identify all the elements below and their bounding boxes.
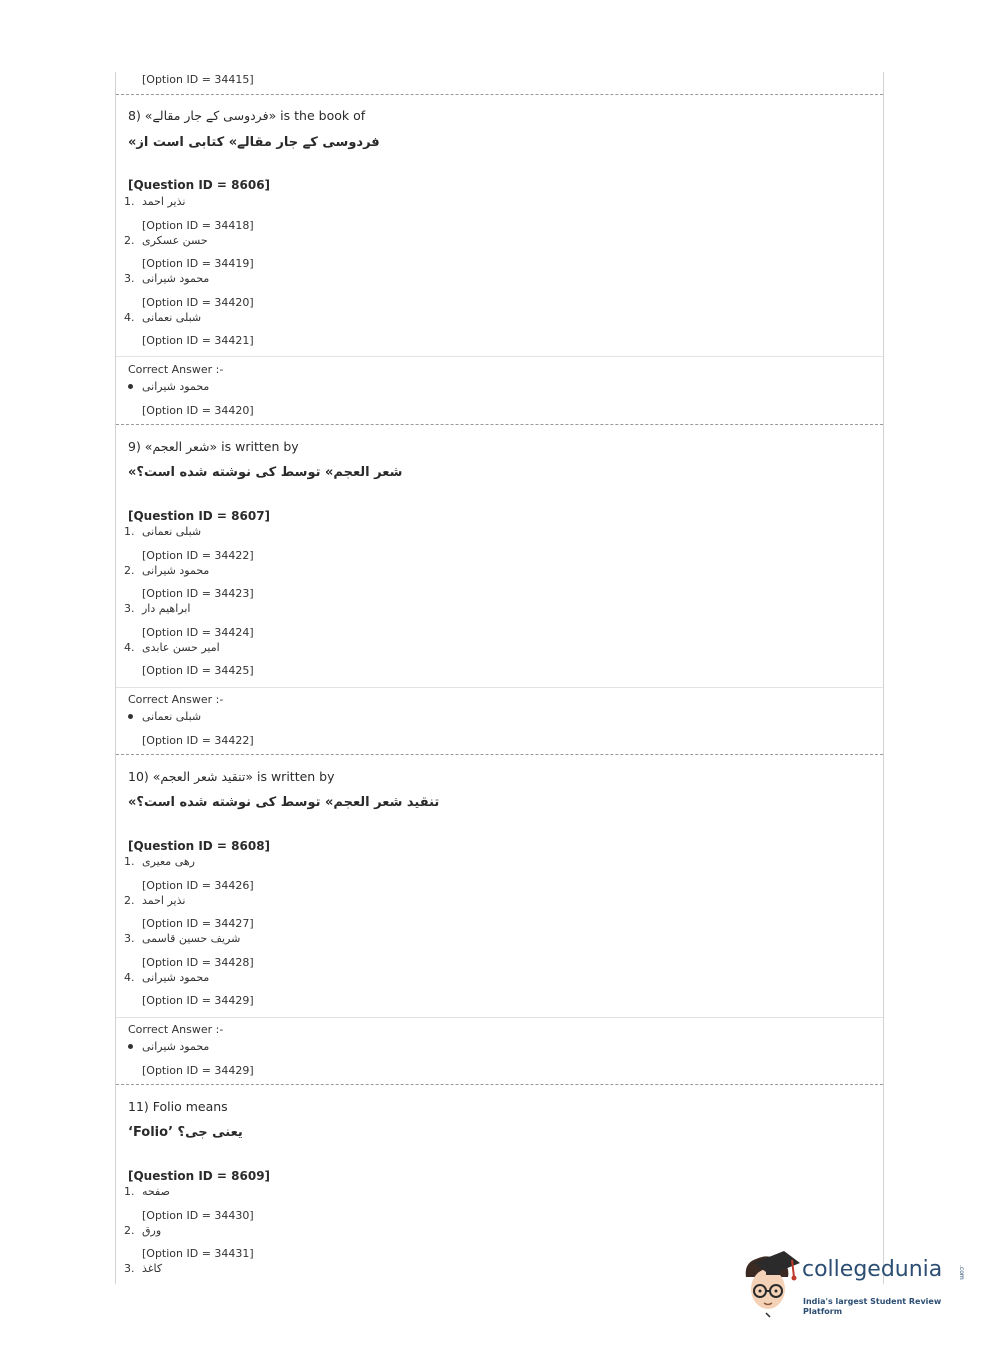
option-text: ورق [142, 1224, 162, 1237]
question-divider [116, 1084, 883, 1085]
option-number: 3. [124, 932, 135, 945]
brand-name: collegedunia [802, 1257, 943, 1282]
option-number: 1. [124, 195, 135, 208]
question-text: 11) Folio means [128, 1099, 228, 1114]
option-text: محمود شیرانی [142, 564, 210, 577]
option-text: امیر حسن عابدی [142, 641, 220, 654]
option-number: 4. [124, 971, 135, 984]
option-id: [Option ID = 34429] [142, 994, 254, 1007]
option-text: نذیر احمد [142, 894, 186, 907]
question-id: [Question ID = 8606] [128, 178, 271, 192]
option-number: 1. [124, 525, 135, 538]
option-id: [Option ID = 34426] [142, 879, 254, 892]
option-number: 4. [124, 311, 135, 324]
question-divider [116, 754, 883, 755]
answer-divider [116, 356, 883, 357]
option-number: 2. [124, 564, 135, 577]
question-urdu-text: ‘Folio’ یعنی جی؟ [128, 1125, 243, 1140]
correct-answer-text: محمود شیرانی [142, 1040, 210, 1053]
option-id: [Option ID = 34431] [142, 1247, 254, 1260]
option-id: [Option ID = 34419] [142, 257, 254, 270]
option-text: کاغذ [142, 1262, 163, 1275]
bullet-icon [128, 714, 133, 719]
option-id: [Option ID = 34425] [142, 664, 254, 677]
option-number: 3. [124, 1262, 135, 1275]
option-text: حسن عسکری [142, 234, 208, 247]
option-id: [Option ID = 34423] [142, 587, 254, 600]
option-id: [Option ID = 34428] [142, 956, 254, 969]
option-id: [Option ID = 34418] [142, 219, 254, 232]
option-number: 1. [124, 855, 135, 868]
option-id: [Option ID = 34422] [142, 549, 254, 562]
exam-page [115, 72, 884, 1284]
option-text: شبلی نعمانی [142, 525, 202, 538]
correct-answer-label: Correct Answer :- [128, 693, 224, 706]
option-id: [Option ID = 34430] [142, 1209, 254, 1222]
option-text: رهی معیری [142, 855, 195, 868]
option-number: 3. [124, 272, 135, 285]
correct-option-id: [Option ID = 34422] [142, 734, 254, 747]
option-number: 2. [124, 894, 135, 907]
question-text: 10) «تنقید شعر العجم» is written by [128, 769, 335, 784]
option-text: شبلی نعمانی [142, 311, 202, 324]
question-id: [Question ID = 8609] [128, 1169, 271, 1183]
option-number: 3. [124, 602, 135, 615]
option-number: 4. [124, 641, 135, 654]
answer-divider [116, 687, 883, 688]
question-urdu-text: «شعر العجم» توسط کی نوشته شده است؟ [128, 465, 403, 480]
mascot-icon [740, 1247, 802, 1319]
brand-tagline: India's largest Student Review Platform [803, 1297, 942, 1316]
option-number: 2. [124, 234, 135, 247]
correct-option-id: [Option ID = 34429] [142, 1064, 254, 1077]
option-text: محمود شیرانی [142, 971, 210, 984]
option-text: شریف حسین قاسمی [142, 932, 241, 945]
correct-answer-text: شبلی نعمانی [142, 710, 202, 723]
question-urdu-text: «تنقید شعر العجم» توسط کی نوشته شده است؟ [128, 795, 440, 810]
question-divider [116, 424, 883, 425]
option-text: ابراهیم دار [142, 602, 191, 615]
question-text: 8) «فردوسی کے جار مقالے» is the book of [128, 108, 366, 123]
correct-answer-label: Correct Answer :- [128, 363, 224, 376]
option-id: [Option ID = 34420] [142, 296, 254, 309]
option-id: [Option ID = 34415] [142, 73, 254, 86]
question-id: [Question ID = 8608] [128, 839, 271, 853]
option-id: [Option ID = 34427] [142, 917, 254, 930]
question-urdu-text: «فردوسی کے جار مقالے» کتابی است از [128, 135, 380, 150]
correct-answer-label: Correct Answer :- [128, 1023, 224, 1036]
bullet-icon [128, 384, 133, 389]
question-divider [116, 94, 883, 95]
bullet-icon [128, 1044, 133, 1049]
option-id: [Option ID = 34424] [142, 626, 254, 639]
option-number: 1. [124, 1185, 135, 1198]
answer-divider [116, 1017, 883, 1018]
correct-answer-text: محمود شیرانی [142, 380, 210, 393]
question-id: [Question ID = 8607] [128, 509, 271, 523]
question-text: 9) «شعر العجم» is written by [128, 439, 299, 454]
option-text: صفحه [142, 1185, 170, 1198]
option-text: نذیر احمد [142, 195, 186, 208]
option-id: [Option ID = 34421] [142, 334, 254, 347]
collegedunia-logo [740, 1247, 970, 1319]
option-number: 2. [124, 1224, 135, 1237]
correct-option-id: [Option ID = 34420] [142, 404, 254, 417]
option-text: محمود شیرانی [142, 272, 210, 285]
brand-domain: .com [958, 1265, 965, 1280]
